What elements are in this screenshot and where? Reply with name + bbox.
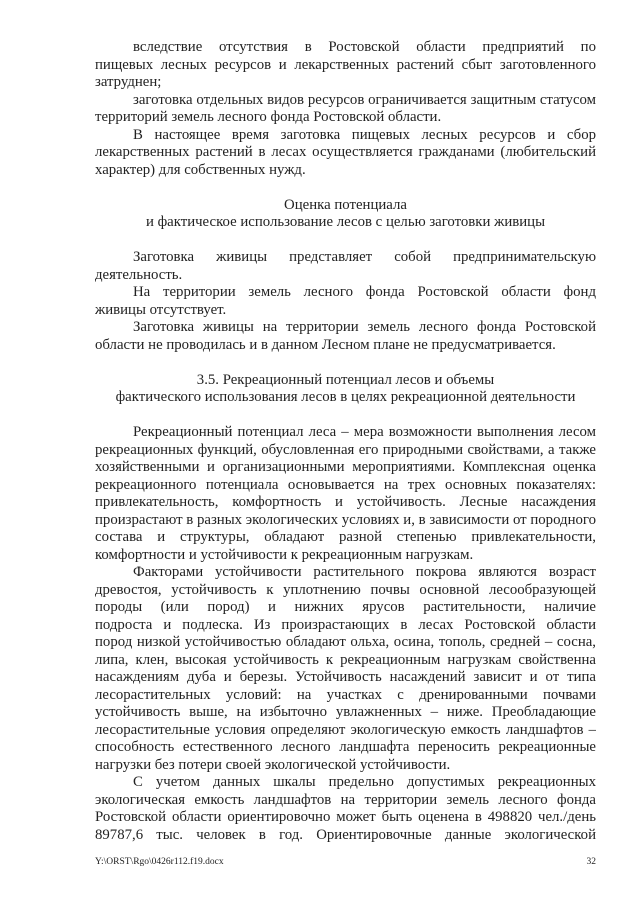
paragraph-line: заготовка отдельных видов ресурсов ограничивается защитным статусом xyxy=(133,91,596,108)
paragraph-line: пород низкой устойчивостью обладают ольха, осина, тополь, средней – сосна, xyxy=(95,634,596,650)
section-heading xyxy=(95,372,596,407)
paragraph-line: насаждениям дуба и березы. Устойчивость насаждений зависит и от типа xyxy=(95,669,596,685)
paragraph xyxy=(95,39,596,92)
paragraph-line: Ростовской области ориентировочно может быть оценена в 498820 чел./день xyxy=(95,809,596,825)
paragraph-line: живицы отсутствует. xyxy=(95,301,227,318)
paragraph-line: Заготовка живицы на территории земель лесного фонда Ростовской xyxy=(133,319,596,335)
paragraph xyxy=(95,319,596,354)
paragraph xyxy=(95,564,596,774)
paragraph-line: произрастают в разных экологических условиях и, в зависимости от породного xyxy=(95,511,596,528)
page-number: 32 xyxy=(586,857,596,867)
paragraph-line: древостоя, устойчивость к уплотнению почвы основной лесообразующей xyxy=(95,581,596,598)
paragraph xyxy=(95,774,596,844)
section-heading xyxy=(95,197,596,232)
paragraph-line: лесорастительные условия определяют экологическую емкость ландшафтов – xyxy=(95,721,596,738)
paragraph xyxy=(95,424,596,564)
paragraph-line: Рекреационный потенциал леса – мера возможности выполнения лесом xyxy=(133,424,596,440)
heading-line: Оценка потенциала xyxy=(284,196,407,213)
paragraph-line: вследствие отсутствия в Ростовской области предприятий по xyxy=(133,39,596,55)
paragraph-line: характер) для собственных нужд. xyxy=(95,161,306,178)
paragraph-line: затруднен; xyxy=(95,74,162,90)
paragraph-line: устойчивость выше, на избыточно увлажненных – ниже. Преобладающие xyxy=(95,704,596,720)
paragraph xyxy=(95,92,596,127)
paragraph-line: состава и структуры, обладают разной степенью привлекательности, xyxy=(95,529,596,545)
paragraph xyxy=(95,284,596,319)
heading-line: фактического использования лесов в целях рекреационной деятельности xyxy=(115,389,576,405)
paragraph-line: области не проводилась и в данном Лесном плане не предусматривается. xyxy=(95,336,556,353)
spacer xyxy=(95,232,596,250)
heading-line: и фактическое использование лесов с целью заготовки живицы xyxy=(145,214,546,230)
paragraph-line: территорий земель лесного фонда Ростовской области. xyxy=(95,109,442,125)
paragraph-line: На территории земель лесного фонда Ростовской области фонд xyxy=(133,284,596,300)
paragraph xyxy=(95,127,596,180)
footer-file-path: Y:\ORST\Rgo\0426r112.f19.docx xyxy=(95,857,224,867)
spacer xyxy=(95,407,596,425)
paragraph-line: хозяйственными и организационными мероприятиями. Комплексная оценка xyxy=(95,459,596,475)
paragraph-line: способность естественного лесного ландшафта переносить рекреационные xyxy=(95,739,596,755)
paragraph-line: липа, клен, высокая устойчивость к рекреационным нагрузкам свойственна xyxy=(95,651,596,668)
spacer xyxy=(95,179,596,197)
paragraph-line: Заготовка живицы представляет собой предпринимательскую xyxy=(133,249,596,265)
paragraph-line: рекреационного потенциала основывается на трех основных показателях: xyxy=(95,476,596,493)
paragraph-line: деятельность. xyxy=(95,266,183,283)
paragraph-line: привлекательность, комфортность и устойчивость. Лесные насаждения xyxy=(95,494,596,510)
paragraph-line: С учетом данных шкалы предельно допустимых рекреационных xyxy=(133,774,596,790)
paragraph-line: лекарственных растений в лесах осуществляется гражданами (любительский xyxy=(95,144,596,160)
heading-line: 3.5. Рекреационный потенциал лесов и объемы xyxy=(196,371,495,388)
paragraph-line: В настоящее время заготовка пищевых лесных ресурсов и сбор xyxy=(133,126,596,143)
page-body xyxy=(95,39,596,844)
paragraph-line: рекреационных функций, обусловленная его природными свойствами, а также xyxy=(95,441,596,458)
paragraph xyxy=(95,249,596,284)
paragraph-line: экологическая емкость ландшафтов на территории земель лесного фонда xyxy=(95,791,596,808)
paragraph-line: нагрузки без потери своей экологической устойчивости. xyxy=(95,756,451,773)
paragraph-line: комфортности и устойчивости к рекреационным нагрузкам. xyxy=(95,546,474,563)
paragraph-line: породы (или пород) и нижних ярусов растительности, наличие xyxy=(95,599,596,615)
paragraph-line: Факторами устойчивости растительного покрова являются возраст xyxy=(133,564,596,580)
paragraph-line: лесорастительных условий: на участках с дренированными почвами xyxy=(95,686,596,703)
paragraph-line: пищевых лесных ресурсов и лекарственных растений сбыт заготовленного xyxy=(95,56,596,73)
spacer xyxy=(95,354,596,372)
paragraph-line: подроста и подлеска. Из произрастающих в лесах Ростовской области xyxy=(95,616,596,633)
paragraph-line: 89787,6 тыс. человек в год. Ориентировочные данные экологической xyxy=(95,826,596,843)
